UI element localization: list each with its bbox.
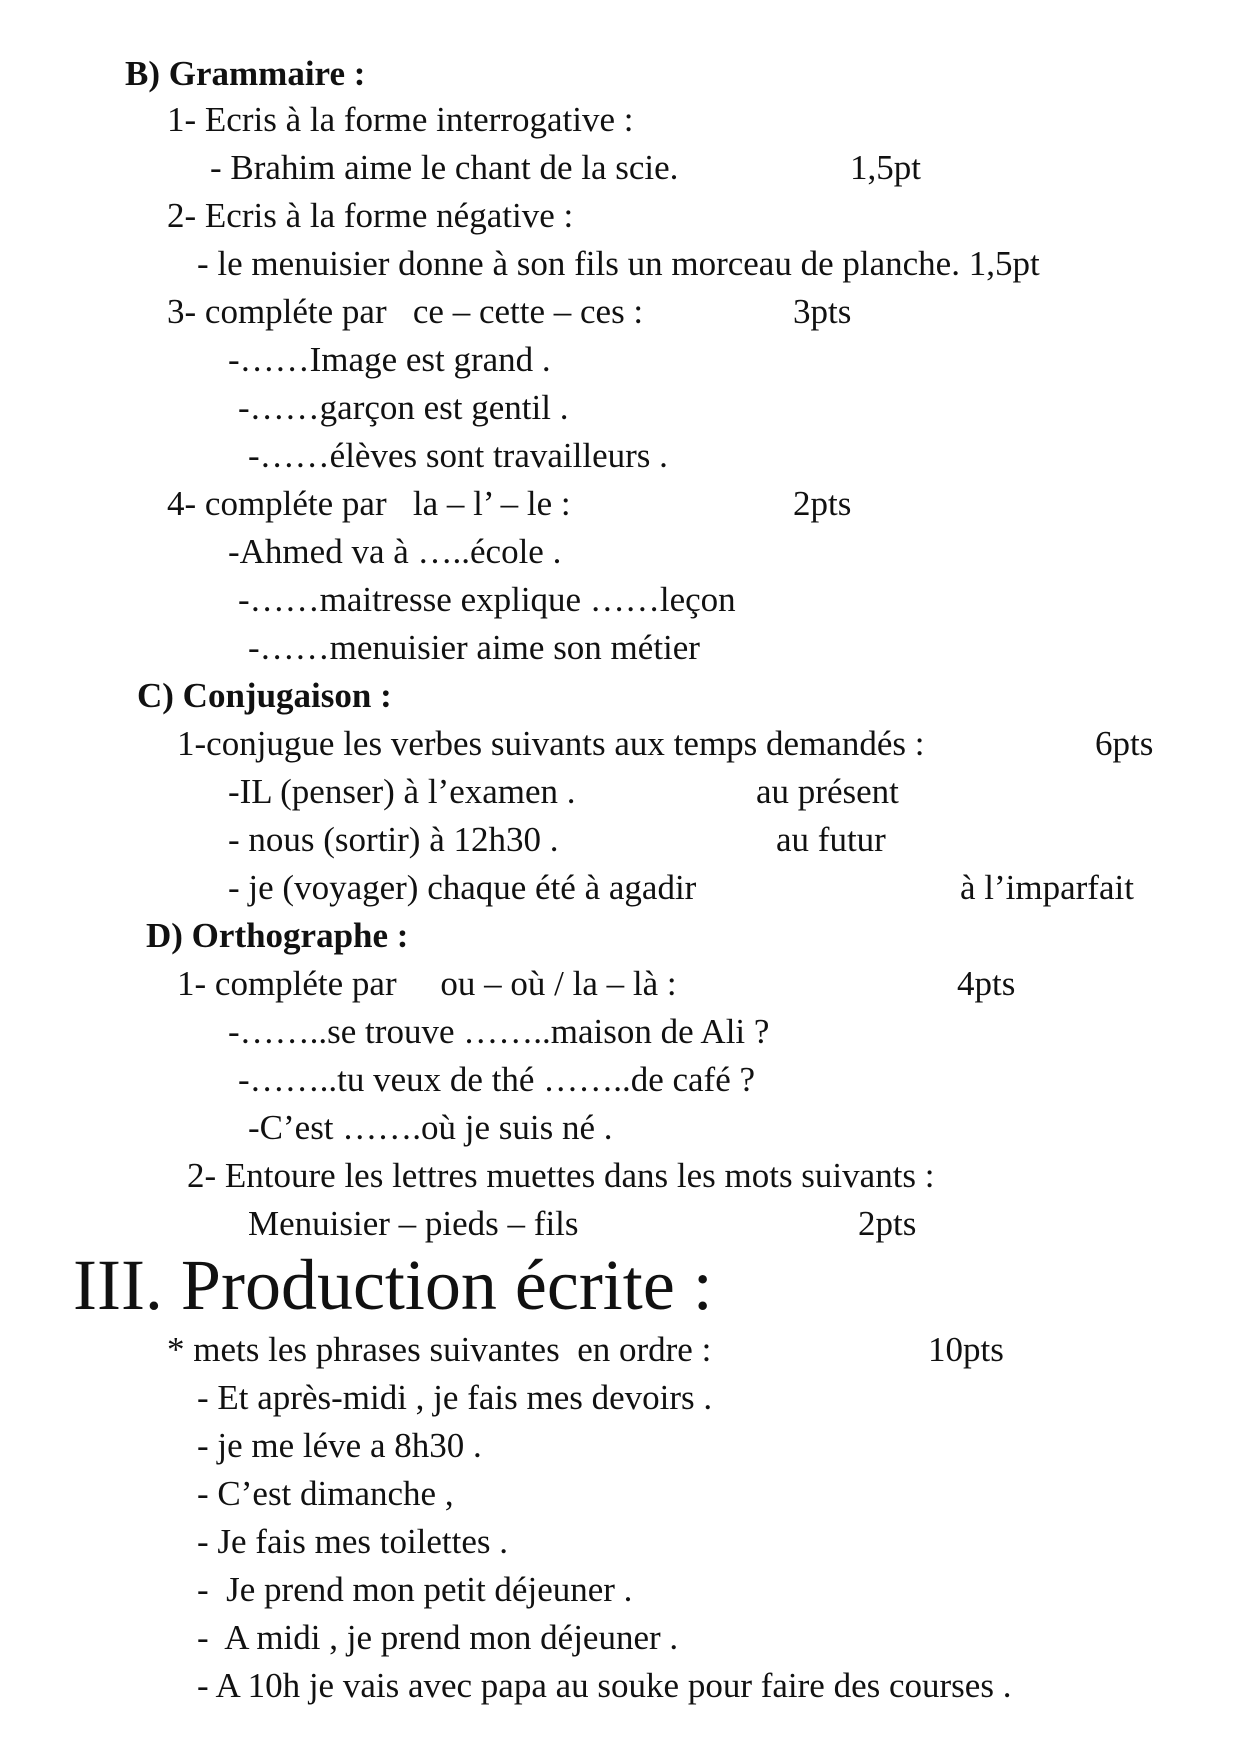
exercise-item: -……menuisier aime son métier	[248, 628, 700, 667]
sentence-item: - C’est dimanche ,	[197, 1474, 454, 1513]
sentence-item: - Je prend mon petit déjeuner .	[197, 1570, 633, 1609]
points-label: 2pts	[858, 1204, 917, 1243]
question-text: 1-conjugue les verbes suivants aux temps demandés :	[177, 724, 925, 763]
points-label: 1,5pt	[850, 148, 921, 187]
points-label: 10pts	[928, 1330, 1004, 1369]
section-heading-orthographe: D) Orthographe :	[146, 916, 409, 955]
points-label: 4pts	[957, 964, 1016, 1003]
exercise-item: -……Image est grand .	[228, 340, 551, 379]
sentence-item: - Je fais mes toilettes .	[197, 1522, 509, 1561]
sentence-item: - Et après-midi , je fais mes devoirs .	[197, 1378, 713, 1417]
question-text: 4- compléte par la – l’ – le :	[167, 484, 571, 523]
exercise-item: -……..se trouve ……..maison de Ali ?	[228, 1012, 770, 1051]
exercise-item: -Ahmed va à …..école .	[228, 532, 562, 571]
exercise-item: -……élèves sont travailleurs .	[248, 436, 668, 475]
question-text: 2- Entoure les lettres muettes dans les mots suivants :	[187, 1156, 935, 1195]
sentence-item: - A 10h je vais avec papa au souke pour faire des courses .	[197, 1666, 1012, 1705]
section-heading-grammaire: B) Grammaire :	[125, 54, 366, 93]
tense-label: au futur	[776, 820, 886, 859]
question-text: 2- Ecris à la forme négative :	[167, 196, 574, 235]
points-label: 6pts	[1095, 724, 1154, 763]
exercise-item: -……..tu veux de thé ……..de café ?	[238, 1060, 756, 1099]
question-text: 1- compléte par ou – où / la – là :	[177, 964, 677, 1003]
exercise-item: - le menuisier donne à son fils un morceau de planche. 1,5pt	[197, 244, 1040, 283]
exercise-item: - nous (sortir) à 12h30 .	[228, 820, 559, 859]
exercise-item: - Brahim aime le chant de la scie.	[210, 148, 679, 187]
question-text: 1- Ecris à la forme interrogative :	[167, 100, 634, 139]
exercise-item: Menuisier – pieds – fils	[248, 1204, 579, 1243]
points-label: 3pts	[793, 292, 852, 331]
section-heading-production: III. Production écrite :	[73, 1245, 713, 1325]
question-text: * mets les phrases suivantes en ordre :	[167, 1330, 712, 1369]
exercise-item: -……garçon est gentil .	[238, 388, 569, 427]
exercise-item: -C’est …….où je suis né .	[248, 1108, 613, 1147]
question-text: 3- compléte par ce – cette – ces :	[167, 292, 644, 331]
exercise-item: -……maitresse explique ……leçon	[238, 580, 736, 619]
sentence-item: - je me léve a 8h30 .	[197, 1426, 482, 1465]
sentence-item: - A midi , je prend mon déjeuner .	[197, 1618, 679, 1657]
exercise-item: -IL (penser) à l’examen .	[228, 772, 576, 811]
exercise-item: - je (voyager) chaque été à agadir	[228, 868, 697, 907]
tense-label: à l’imparfait	[960, 868, 1134, 907]
points-label: 2pts	[793, 484, 852, 523]
section-heading-conjugaison: C) Conjugaison :	[137, 676, 392, 715]
tense-label: au présent	[756, 772, 899, 811]
